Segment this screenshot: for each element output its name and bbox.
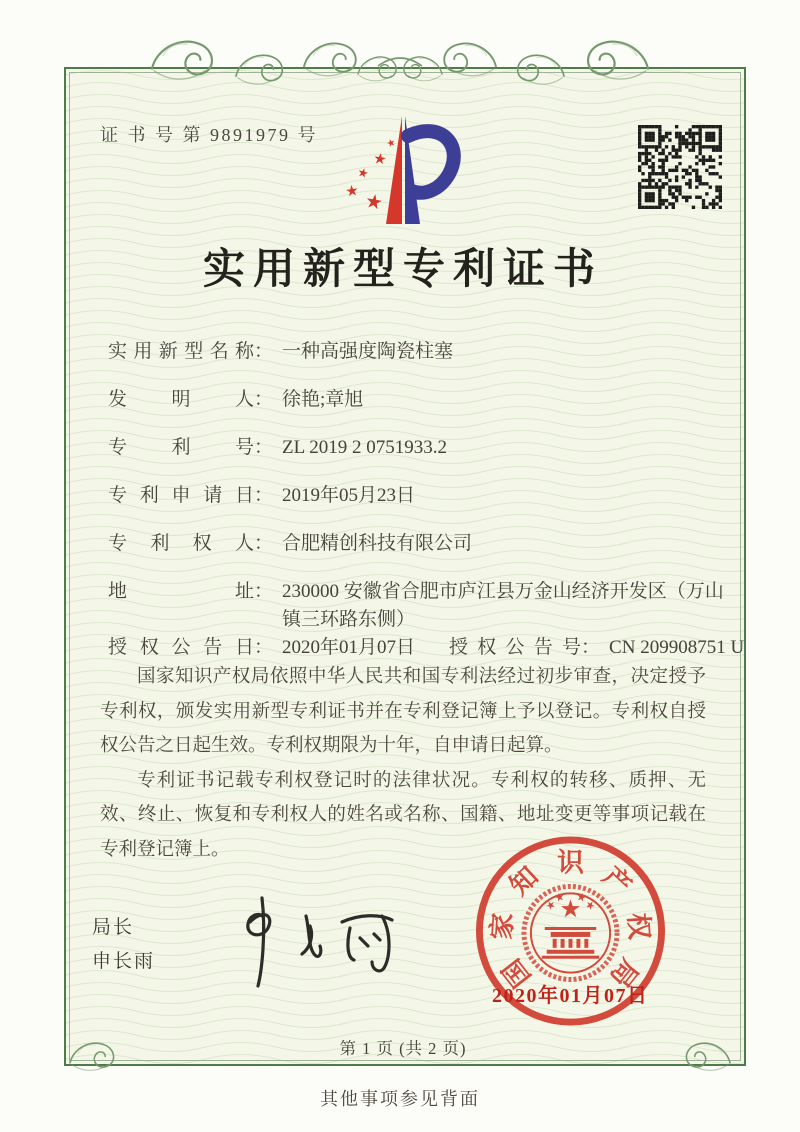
field-grant-number <box>449 634 744 662</box>
colon: ： <box>581 637 601 658</box>
cnipa-logo-icon <box>336 110 476 232</box>
svg-text:家: 家 <box>486 911 519 941</box>
colon: ： <box>254 533 274 554</box>
field-value: 徐艳;章旭 <box>282 389 364 410</box>
svg-text:国: 国 <box>496 953 537 993</box>
field-label: 专利权人 <box>108 533 254 554</box>
colon: ： <box>254 437 274 458</box>
field-label: 实用新型名称 <box>108 341 254 362</box>
field-row-address <box>108 578 728 634</box>
page-title: 实用新型专利证书 <box>202 247 603 293</box>
legal-paragraph: 专利证书记载专利权登记时的法律状况。专利权的转移、质押、无效、终止、恢复和专利权人的姓名或名称、国籍、地址变更等事项记载在专利登记簿上。 <box>100 770 706 860</box>
field-value: 合肥精创科技有限公司 <box>282 533 473 554</box>
page-number: 第 1 页 (共 2 页) <box>339 1039 467 1058</box>
director-title: 局长 <box>92 917 135 938</box>
field-value: 一种高强度陶瓷柱塞 <box>282 341 454 362</box>
field-row-filing-date <box>108 482 728 510</box>
colon: ： <box>254 341 274 362</box>
colon: ： <box>254 637 274 658</box>
national-emblem-icon <box>524 886 617 979</box>
field-row-inventor <box>108 386 728 414</box>
field-label: 发明人 <box>108 389 254 410</box>
legal-paragraph: 国家知识产权局依照中华人民共和国专利法经过初步审查，决定授予专利权，颁发实用新型专利证书并在专利登记簿上予以登记。专利权自授权公告之日起生效。专利权期限为十年，自申请日起算。 <box>100 667 706 756</box>
colon: ： <box>254 485 274 506</box>
certificate-number: 证 书 号 第 9891979 号 <box>100 125 318 145</box>
field-value: 2019年05月23日 <box>282 485 416 506</box>
field-row-grant <box>108 634 745 662</box>
field-row-patent-number <box>108 434 728 462</box>
field-label: 地址 <box>108 581 254 602</box>
colon: ： <box>254 581 274 602</box>
seal-date: 2020年01月07日 <box>492 985 649 1007</box>
svg-text:识: 识 <box>557 847 584 878</box>
field-label: 专利申请日 <box>108 485 254 506</box>
colon: ： <box>254 389 274 410</box>
svg-text:权: 权 <box>622 911 655 941</box>
svg-text:局: 局 <box>604 953 645 993</box>
svg-text:知: 知 <box>503 860 544 902</box>
field-label: 授权公告日 <box>108 637 254 658</box>
qr-code <box>638 125 722 209</box>
field-row-patentee <box>108 530 728 558</box>
field-list <box>108 338 745 682</box>
director-signature <box>222 892 432 992</box>
svg-text:产: 产 <box>597 860 638 902</box>
field-row-utility-model-name <box>108 338 728 366</box>
field-value: CN 209908751 U <box>609 637 745 658</box>
field-value: 2020年01月07日 <box>282 637 416 658</box>
back-side-note: 其他事项参见背面 <box>320 1089 480 1109</box>
field-label: 专利号 <box>108 437 254 458</box>
director-name: 申长雨 <box>92 951 156 972</box>
field-value: ZL 2019 2 0751933.2 <box>282 437 448 458</box>
field-value: 230000 安徽省合肥市庐江县万金山经济开发区（万山镇三环路东侧） <box>282 581 724 630</box>
field-label: 授权公告号 <box>449 637 582 658</box>
